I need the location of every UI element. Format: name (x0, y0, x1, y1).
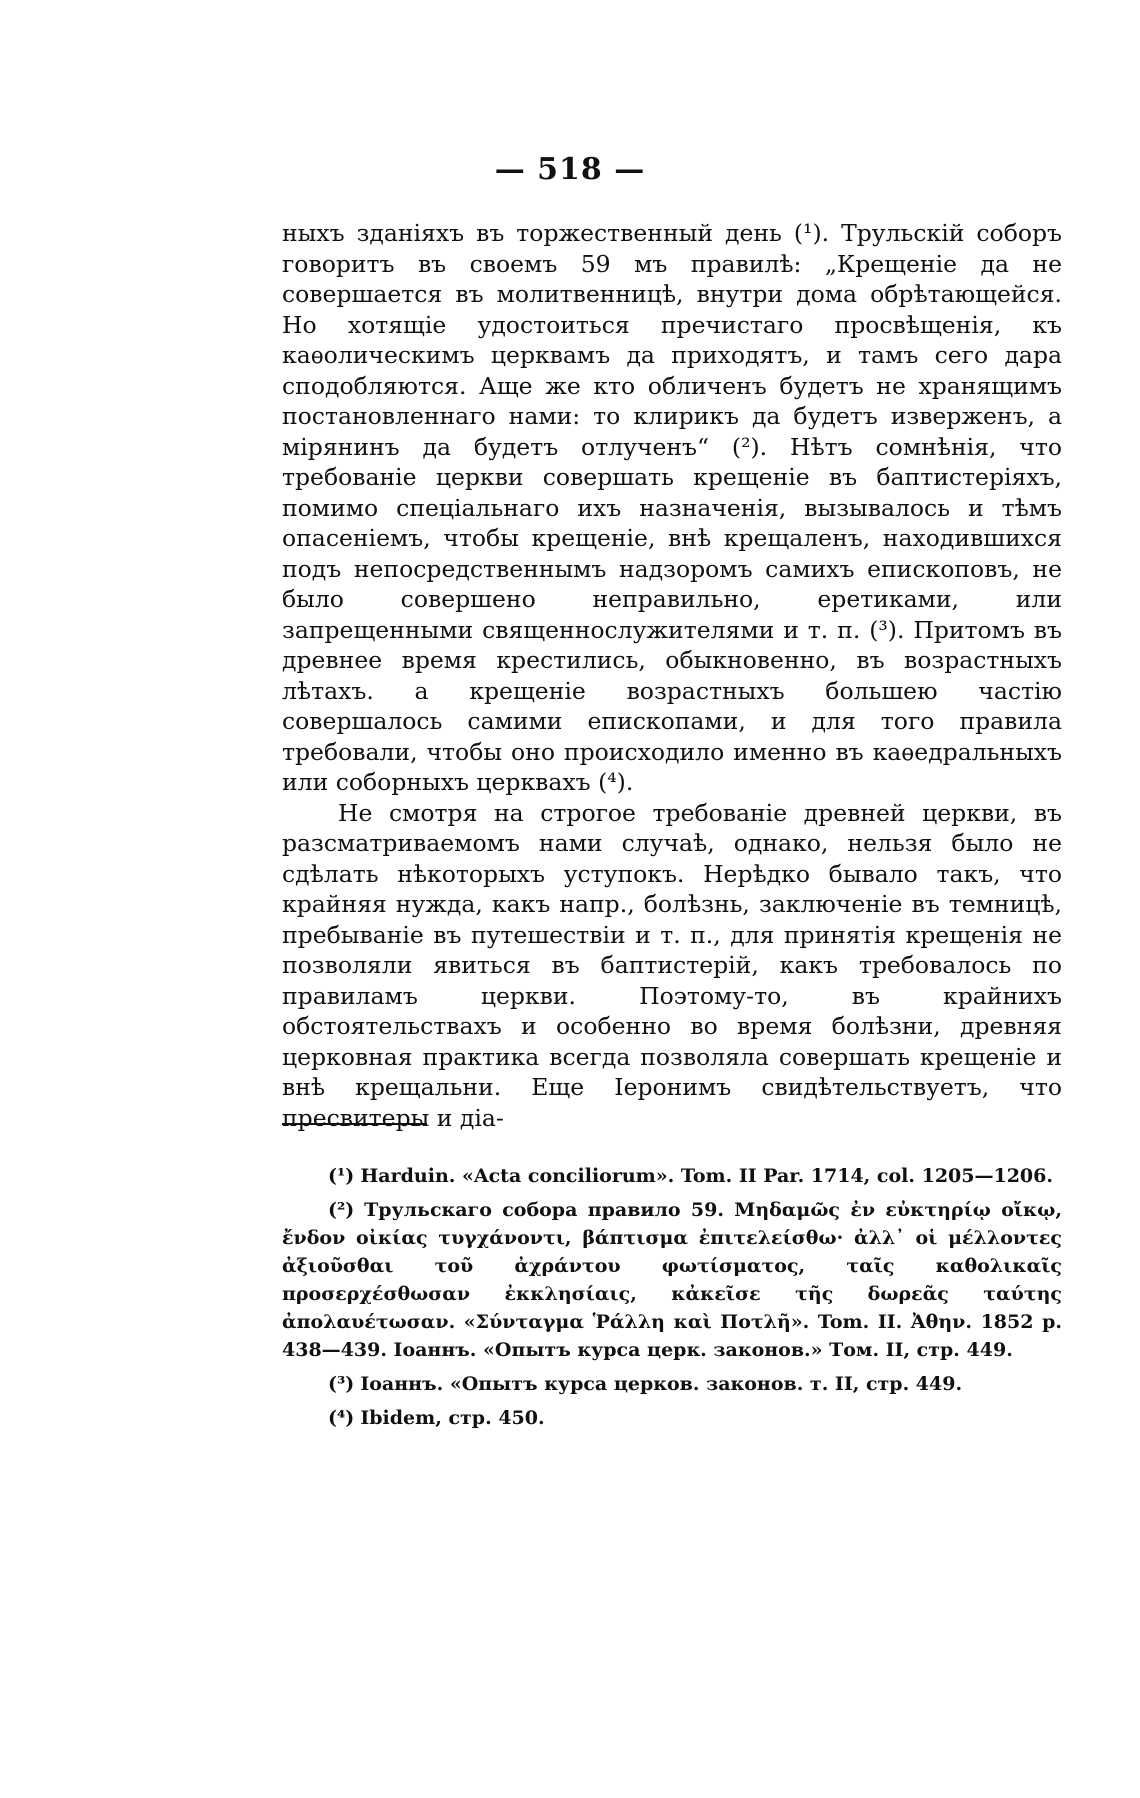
page-number: — 518 — (494, 152, 646, 187)
footnote-mark: (⁴) (328, 1407, 355, 1429)
footnote-3 (282, 1370, 1062, 1398)
footnote-text: Harduin. «Acta conciliorum». Tom. II Par. 1714, col. 1205—1206. (360, 1165, 1053, 1187)
footnote-2 (282, 1196, 1062, 1364)
footnote-divider (282, 1123, 427, 1125)
paragraph: Не смотря на строгое требованіе древней церкви, въ разсматриваемомъ нами случаѣ, однако, нельзя было не сдѣлать нѣкоторыхъ уступокъ. Нерѣдко бывало такъ, что крайняя нужда, какъ напр., болѣзнь, заключеніе въ темницѣ, пребываніе въ путешествіи и т. п., для принятія крещенія не позволяли явиться въ баптистерій, какъ требовалось по правиламъ церкви. Поэтому-то, въ крайнихъ обстоятельствахъ и особенно во время болѣзни, древняя церковная практика всегда позволяла совершать крещеніе и внѣ крещальни. Еще Іеронимъ свидѣтельствуетъ, что пресвитеры и діа- (282, 798, 1062, 1132)
footnote-mark: (¹) (328, 1165, 355, 1187)
footnote-mark: (³) (328, 1373, 355, 1395)
footnote-4 (282, 1404, 1062, 1432)
footnote-text: Трульскаго собора правило 59. Μηδαμῶς ἐν εὐκτηρίῳ οἴκῳ, ἔνδον οἰκίας τυγχάνοντι, βάπτισμα ἐπιτελείσθω· ἀλλ᾽ οἱ μέλλοντες ἀξιοῦσθαι τοῦ ἀχράντου φωτίσματος, ταῖς καθολικαῖς προσερχέσθωσαν ἐκκλησίαις, κἀκεῖσε τῆς δωρεᾶς ταύτης ἀπολαυέτωσαν. «Σύνταγμα Ῥάλλη καὶ Ποτλῆ». Tom. II. Ἀθην. 1852 p. 438—439. Іоаннъ. «Опытъ курса церк. законов.» Том. II, стр. 449. (282, 1199, 1063, 1361)
footnote-text: Ibidem, стр. 450. (360, 1407, 545, 1429)
footnotes (282, 1162, 1062, 1438)
footnote-text: Іоаннъ. «Опытъ курса церков. законов. т. II, стр. 449. (360, 1373, 963, 1395)
paragraph: ныхъ зданіяхъ въ торжественный день (¹). Трульскій соборъ говоритъ въ своемъ 59 мъ правилѣ: „Крещеніе да не совершается въ молитвенницѣ, внутри дома обрѣтающейся. Но хотящіе удостоиться пречистаго просвѣщенія, къ каѳолическимъ церквамъ да приходятъ, и тамъ сего дара сподобляются. Аще же кто обличенъ будетъ не хранящимъ постановленнаго нами: то клирикъ да будетъ изверженъ, а мірянинъ да будетъ отлученъ“ (²). Нѣтъ сомнѣнія, что требованіе церкви совершать крещеніе въ баптистеріяхъ, помимо спеціальнаго ихъ назначенія, вызывалось и тѣмъ опасеніемъ, чтобы крещеніе, внѣ крещаленъ, находившихся подъ непосредственнымъ надзоромъ самихъ епископовъ, не было совершено неправильно, еретиками, или запрещенными священнослужителями и т. п. (³). Притомъ въ древнее время крестились, обыкновенно, въ возрастныхъ лѣтахъ. а крещеніе возрастныхъ большею частію совершалось самими епископами, и для того правила требовали, чтобы оно происходило именно въ каѳедральныхъ или соборныхъ церквахъ (⁴). (282, 219, 1062, 796)
main-text (282, 218, 1062, 1133)
footnote-mark: (²) (328, 1199, 355, 1221)
footnote-1 (282, 1162, 1062, 1190)
